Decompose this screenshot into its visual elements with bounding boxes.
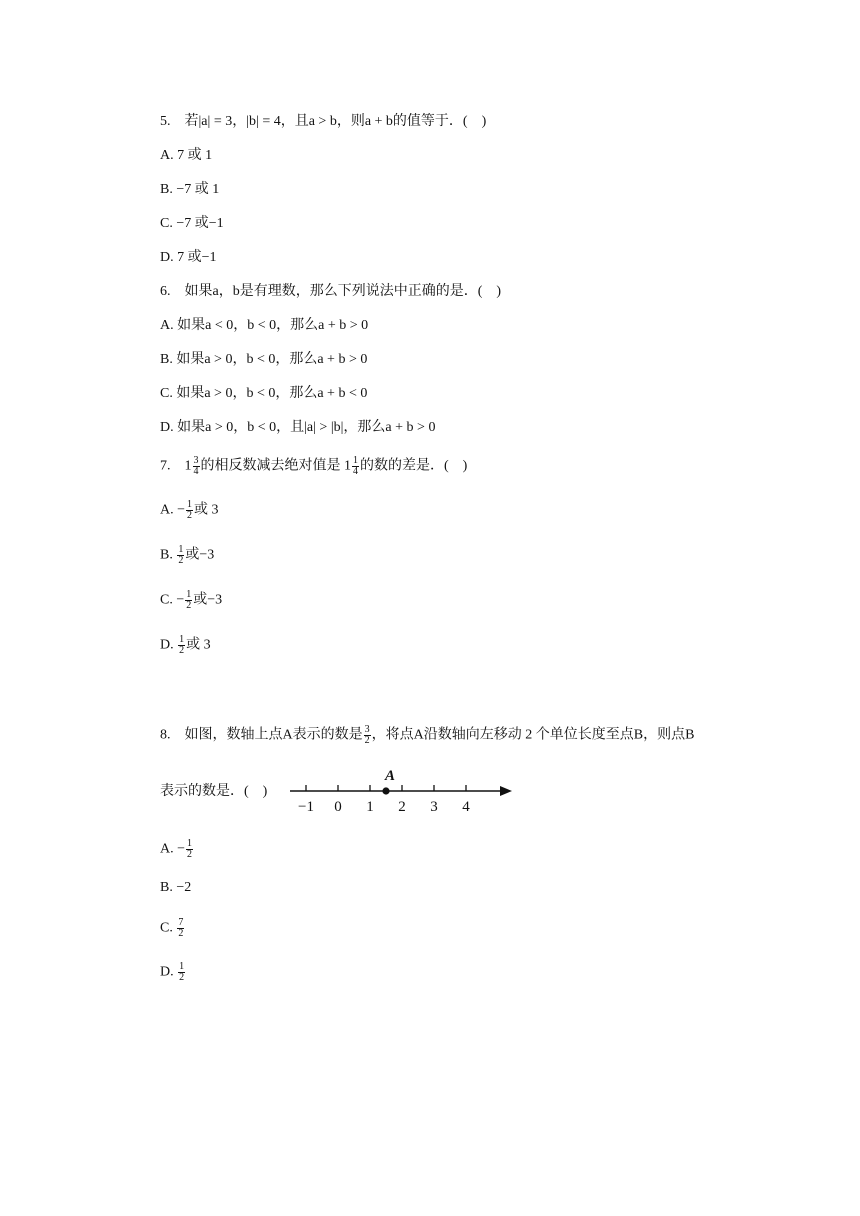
q7-option-b[interactable]	[160, 545, 214, 566]
q7-stem-middle: 的相反数减去绝对值是 1	[200, 458, 351, 474]
option-prefix: A. −	[160, 502, 186, 518]
fraction-numerator: 1	[353, 455, 358, 466]
fraction-numerator: 7	[178, 917, 184, 928]
option-prefix: C.	[160, 920, 177, 936]
option-suffix: 或−3	[185, 547, 215, 563]
q7-stem-end: 的数的差是．( )	[360, 458, 468, 474]
q6-stem: 6. 如果a，b是有理数，那么下列说法中正确的是．( )	[160, 284, 502, 299]
point-a-marker	[382, 787, 389, 794]
fraction	[364, 725, 371, 746]
fraction-numerator: 1	[186, 589, 192, 600]
option-prefix: D.	[160, 964, 178, 980]
fraction-denominator: 4	[193, 466, 199, 477]
fraction	[186, 500, 193, 521]
fraction-denominator: 2	[186, 600, 192, 611]
fraction-denominator: 2	[364, 735, 370, 746]
number-line-tick-label: 2	[398, 799, 406, 815]
fraction-denominator: 2	[179, 645, 185, 656]
q7-stem-number: 7. 1	[160, 458, 192, 474]
number-line-tick-label: 3	[430, 799, 438, 815]
number-line-figure	[288, 766, 518, 818]
fraction-numerator: 1	[187, 499, 193, 510]
number-line-tick-label: 1	[366, 799, 374, 815]
fraction	[178, 962, 185, 983]
fraction-denominator: 2	[179, 972, 185, 983]
q8-option-a[interactable]	[160, 839, 194, 860]
fraction-denominator: 2	[187, 510, 193, 521]
q5-option-b[interactable]: B. −7 或 1	[160, 182, 220, 197]
fraction	[186, 839, 193, 860]
fraction-numerator: 3	[193, 455, 199, 466]
fraction-numerator: 1	[179, 634, 185, 645]
option-suffix: 或−3	[193, 592, 223, 608]
fraction-numerator: 1	[179, 961, 185, 972]
q7-stem	[160, 456, 467, 477]
q5-option-a[interactable]: A. 7 或 1	[160, 148, 213, 163]
number-line-tick-label: 4	[462, 799, 470, 815]
q8-stem-start: 8. 如图，数轴上点A表示的数是	[160, 727, 363, 743]
q8-option-b[interactable]: B. −2	[160, 880, 192, 895]
fraction-denominator: 2	[178, 928, 184, 939]
fraction	[185, 590, 192, 611]
number-line-tick-label: −1	[298, 799, 314, 815]
q6-option-b[interactable]: B. 如果a > 0，b < 0，那么a + b > 0	[160, 352, 368, 367]
fraction	[352, 456, 359, 477]
fraction	[193, 456, 200, 477]
fraction-numerator: 1	[178, 544, 184, 555]
number-line-tick-label: 0	[334, 799, 342, 815]
q8-option-c[interactable]	[160, 918, 185, 939]
option-prefix: C. −	[160, 592, 185, 608]
q6-option-a[interactable]: A. 如果a < 0，b < 0，那么a + b > 0	[160, 318, 369, 333]
q5-option-c[interactable]: C. −7 或−1	[160, 216, 224, 231]
fraction-numerator: 1	[187, 838, 193, 849]
option-prefix: B.	[160, 547, 177, 563]
q6-option-c[interactable]: C. 如果a > 0，b < 0，那么a + b < 0	[160, 386, 368, 401]
fraction-numerator: 3	[364, 724, 370, 735]
option-prefix: D.	[160, 637, 178, 653]
q8-stem	[160, 725, 694, 746]
q8-stem-line2: 表示的数是．( )	[160, 784, 268, 799]
q8-stem-rest: ，将点A沿数轴向左移动 2 个单位长度至点B，则点B	[371, 727, 695, 743]
q7-option-c[interactable]	[160, 590, 222, 611]
fraction	[177, 545, 184, 566]
q7-option-a[interactable]	[160, 500, 219, 521]
fraction-denominator: 2	[187, 849, 193, 860]
fraction	[178, 635, 185, 656]
arrow-head-icon	[500, 786, 512, 796]
option-suffix: 或 3	[186, 637, 211, 653]
fraction-denominator: 4	[353, 466, 358, 477]
option-suffix: 或 3	[194, 502, 219, 518]
q6-option-d[interactable]: D. 如果a > 0，b < 0，且|a| > |b|，那么a + b > 0	[160, 420, 436, 435]
q7-option-d[interactable]	[160, 635, 211, 656]
fraction-denominator: 2	[178, 555, 184, 566]
q5-option-d[interactable]: D. 7 或−1	[160, 250, 217, 265]
option-prefix: A. −	[160, 841, 186, 857]
q8-option-d[interactable]	[160, 962, 186, 983]
fraction	[177, 918, 184, 939]
point-a-label: A	[384, 768, 396, 784]
q5-stem: 5. 若|a| = 3，|b| = 4，且a > b，则a + b的值等于．( )	[160, 114, 487, 129]
